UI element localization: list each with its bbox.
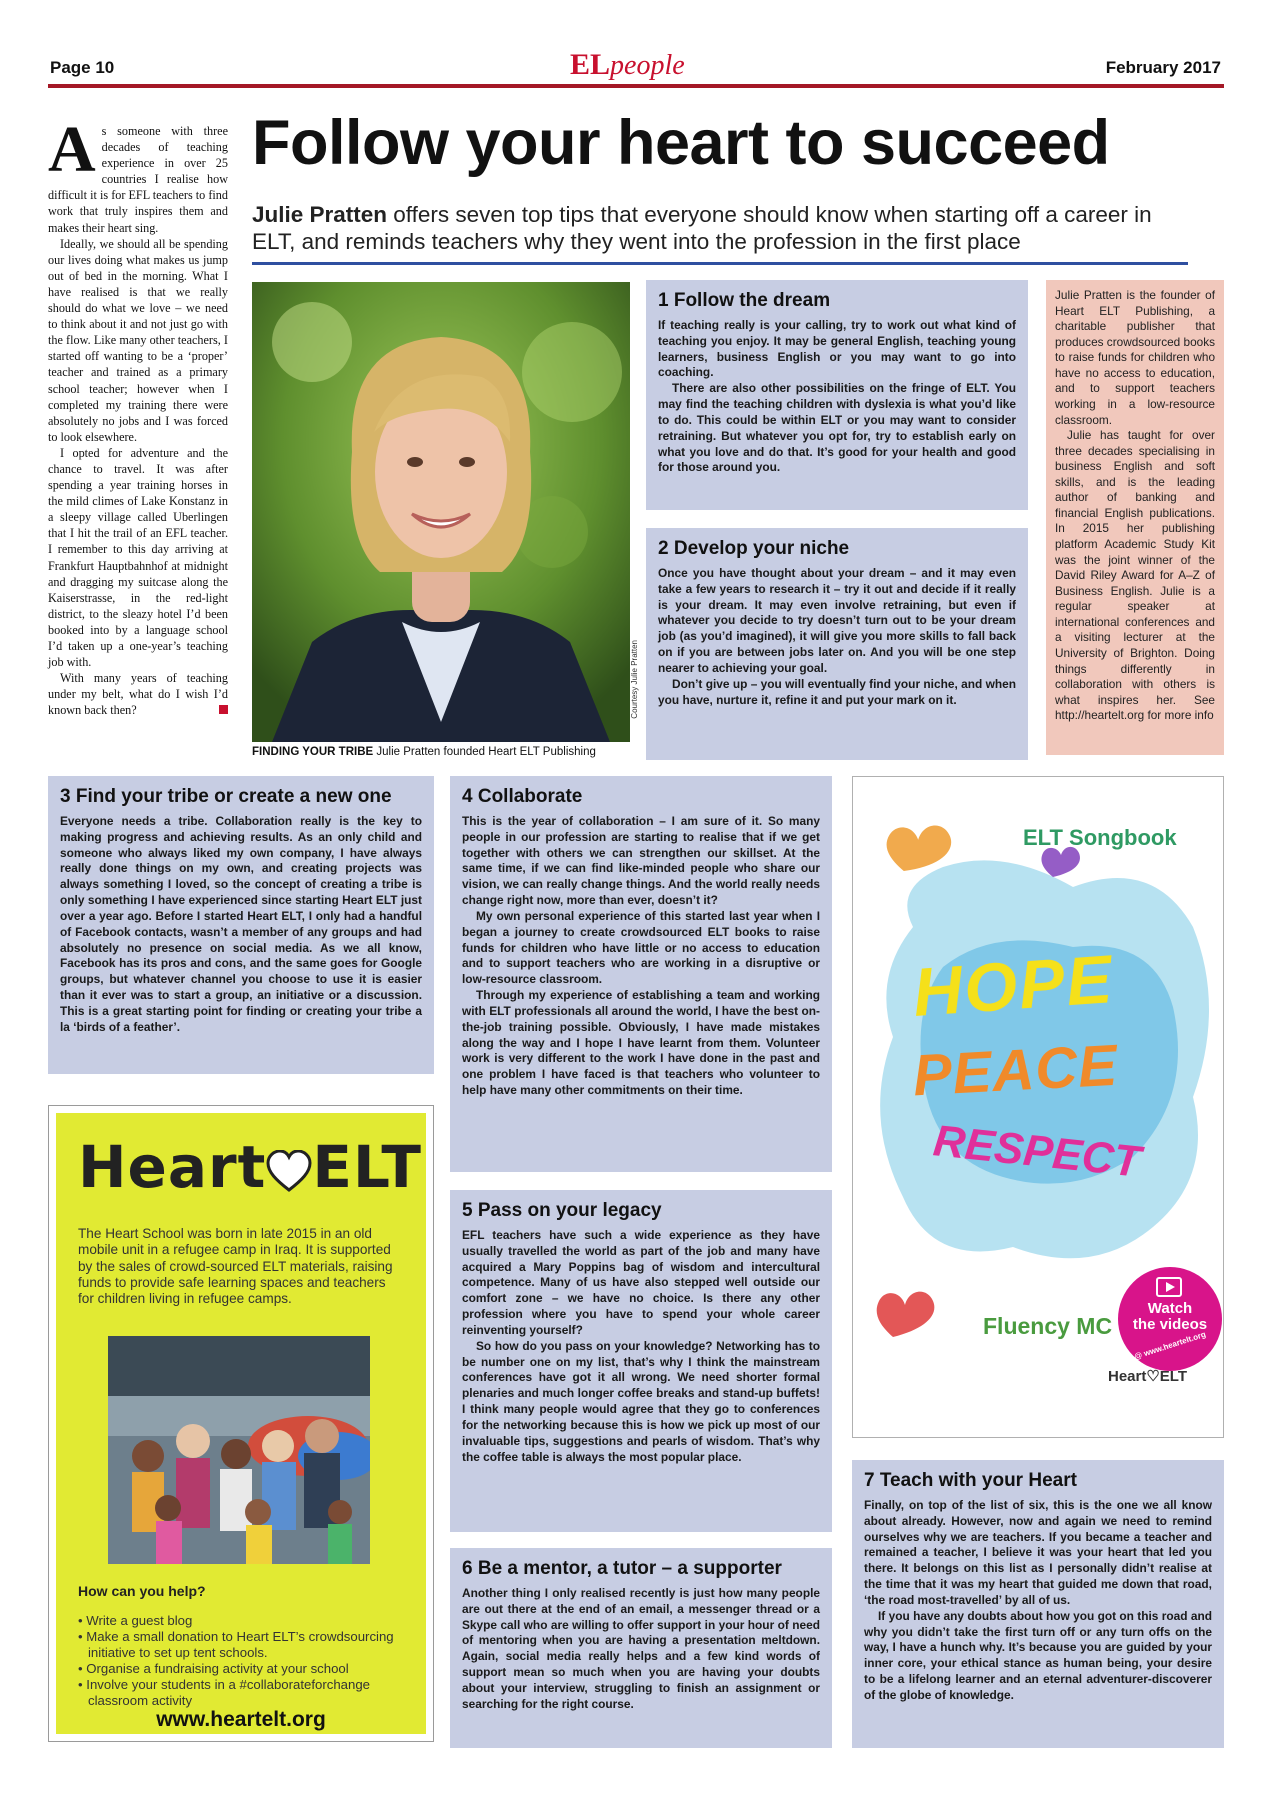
header-rule — [48, 84, 1224, 88]
tip-paragraph: If teaching really is your calling, try to work out what kind of teaching you enjoy. It may be general English, teaching young learners, business English or you may want to go into coaching. — [658, 318, 1016, 380]
watch-line-2: the videos — [1132, 1315, 1208, 1333]
heart-icon — [266, 1150, 312, 1192]
standfirst — [252, 201, 1192, 255]
word-respect: RESPECT — [931, 1116, 1143, 1187]
drop-cap: A — [48, 113, 96, 186]
intro-paragraph: Ideally, we should all be spending our lives doing what makes us jump out of bed in the morning. What I have realised is that we really should do what we love – we need to think about it and not just go with the flow. Like many other teachers, I started off wanting to be a ‘proper’ teacher and trained as a primary school teacher; however when I completed my training there were absolutely no jobs and I was forced to look elsewhere. — [48, 236, 228, 444]
advert-description: The Heart School was born in late 2015 in an old mobile unit in a refugee camp in Iraq. It is supported by the sales of crowd-sourced ELT materials, raising funds to provide safe learning spaces and teachers for children living in refugee camps. — [78, 1226, 393, 1307]
artist-name: Fluency MC — [983, 1313, 1113, 1339]
tip-paragraph: My own personal experience of this started last year when I began a journey to create crowdsourced ELT books to raise funds for children who have little or no access to education and to support teachers who are working in a disruptive or low-resource classroom. — [462, 908, 820, 987]
tip-box-2 — [646, 528, 1028, 760]
masthead-logo — [570, 48, 685, 82]
page-number: Page 10 — [50, 58, 115, 77]
tip-title: 5 Pass on your legacy — [462, 1200, 662, 1221]
word-peace: PEACE — [911, 1032, 1120, 1109]
tip-title: 4 Collaborate — [462, 786, 583, 807]
caption-text: Julie Pratten founded Heart ELT Publishing — [373, 746, 596, 758]
tip-box-6 — [450, 1548, 832, 1748]
tip-box-3 — [48, 776, 434, 1074]
tip-title: 7 Teach with your Heart — [864, 1470, 1077, 1491]
intro-paragraph — [48, 113, 228, 236]
tip-title: 2 Develop your niche — [658, 538, 850, 559]
tip-paragraph: Don’t give up – you will eventually find your niche, and when you have, nurture it, refine it and put your mark on it. — [658, 676, 1016, 707]
tip-title: 1 Follow the dream — [658, 290, 831, 311]
help-item: • Organise a fundraising activity at your school — [78, 1661, 398, 1677]
tip-paragraph: Finally, on top of the list of six, this is the one we all know about already. However, now and again we need to remind ourselves why we are teachers. If you became a teacher and remained a teacher, I believe it was your heart that led you there. It belongs on this list as I personally didn’t realise at the time that it was my heart that guided me down that road, ‘the road most-travelled’ by all of us. — [864, 1498, 1212, 1607]
heart-elt-logo — [78, 1133, 422, 1201]
headline: Follow your heart to succeed — [252, 108, 1110, 178]
tip-paragraph: If you have any doubts about how you got on this road and why you didn’t take the first turn off or any turn offs on the way, I have a hunch why. It’s because you are guided by your inner core, your ethical stance as human being, your desire to be a lifelong learner and an eternal adventurer-discoverer of the globe of knowledge. — [864, 1608, 1212, 1702]
end-mark-icon — [219, 705, 228, 714]
tip-paragraph: Through my experience of establishing a team and working with ELT professionals all around the world, I have the best on-the-job training possible. Obviously, I have made mistakes along the way and I hope I have learnt from them. Volunteer work is very different to the work I have done in the past and one problem I have faced is that teachers who volunteer to help have many other commitments on their time. — [462, 988, 820, 1098]
help-item: • Make a small donation to Heart ELT’s crowdsourcing initiative to set up tent schools. — [78, 1629, 398, 1661]
tip-paragraph: EFL teachers have such a wide experience as they have usually travelled the world as part of the job and many have acquired a Mary Poppins bag of wisdom and intercultural competence. Many of us have also stepped well outside our comfort zone – we have no choice. Is there any other profession where you have to spend your whole career reinventing yourself? — [462, 1228, 820, 1337]
watch-videos-badge[interactable] — [1118, 1267, 1222, 1371]
masthead-people: people — [610, 50, 685, 81]
logo-text-right: ELT — [312, 1133, 422, 1201]
songbook-title: ELT Songbook — [1023, 825, 1177, 850]
caption-label: FINDING YOUR TRIBE — [252, 746, 374, 758]
photo-caption — [252, 746, 596, 758]
tip-title: 3 Find your tribe or create a new one — [60, 786, 392, 807]
author-name: Julie Pratten — [252, 202, 388, 227]
tip-paragraph: This is the year of collaboration – I am sure of it. So many people in our profession are starting to realise that if we get together with others we can strengthen our skillset. At the same time, if we can find like-minded people who share our vision, we can really change things. And the world really needs change right now, more than ever, doesn’t it? — [462, 814, 820, 908]
author-photo — [252, 282, 630, 742]
tip-box-7 — [852, 1460, 1224, 1748]
intro-paragraph — [48, 670, 228, 718]
advert-url[interactable]: www.heartelt.org — [156, 1708, 326, 1731]
advert-panel — [56, 1113, 426, 1734]
songbook-advert — [852, 776, 1224, 1438]
bio-paragraph: Julie has taught for over three decades specialising in business English and soft skills, and is the leading author of banking and financial English publications. In 2015 her publishing platform Academic Study Kit was the joint winner of the David Riley Award for A–Z of Business English. Julie is a regular speaker at international conferences and a visiting lecturer at the University of Brighton. Doing things differently in collaboration with others is what inspires her. See http://heartelt.org for more info — [1055, 428, 1215, 723]
word-hope: HOPE — [910, 941, 1117, 1031]
tip-paragraph: There are also other possibilities on the fringe of ELT. You may find the teaching children with dyslexia is what you’d like to do. This could be within ELT or you may want to consider retraining. But whatever you opt for, try to establish early on what you love and do that. It’s good for your health and good for those around you. — [658, 381, 1016, 475]
play-icon — [1156, 1277, 1182, 1297]
heart-elt-advert — [48, 1105, 434, 1742]
intro-text: s someone with three decades of teaching experience in over 25 countries I realise how difficult it is for EFL teachers to find work that truly inspires them and makes their heart sing. — [48, 124, 228, 235]
watch-line-1: Watch — [1147, 1300, 1193, 1317]
intro-paragraph: I opted for adventure and the chance to travel. It was after spending a year training horses in the mild climes of Lake Konstanz in a sleepy village called Uberlingen that I hit the trail of an EFL teacher. I remember to this day arriving at Frankfurt Hauptbahnhof at midnight and dragging my suitcase along the Kaiserstrasse, in the red-light district, to the sleazy hotel I’d been booked into by a language school I’d taken up a one-year’s teaching job with. — [48, 445, 228, 670]
refugee-children-photo — [108, 1336, 370, 1564]
standfirst-text: offers seven top tips that everyone should know when starting off a career in ELT, and reminds teachers why they went into the profession in the first place — [252, 202, 1152, 254]
intro-text: With many years of teaching under my belt, what do I wish I’d known back then? — [48, 671, 228, 718]
tip-box-1 — [646, 280, 1028, 510]
help-item: • Write a guest blog — [78, 1613, 398, 1629]
tip-paragraph: Another thing I only realised recently is just how many people are out there at the end of an email, a messenger thread or a Skype call who are willing to offer support in your hour of need of mentoring when you are having a presentation meltdown. Again, social media really helps and a few kind words of support mean so much when you are having your doubts about your interview, struggling to finish an assignment or searching for the right course. — [462, 1586, 820, 1711]
author-bio — [1046, 280, 1224, 755]
intro-column — [48, 113, 228, 718]
tip-paragraph: Once you have thought about your dream – and it may even take a few years to research it – try it out and decide if it really is your dream. It may even involve retraining, but even if whatever you decide to try doesn’t turn out to be your dream job (as you’d imagined), it will give you more skills to fall back on if you are between jobs later on. And you will be one step nearer to achieving your goal. — [658, 566, 1016, 675]
help-list — [78, 1613, 398, 1710]
help-heading: How can you help? — [78, 1583, 206, 1599]
help-item: • Involve your students in a #collaborateforchange classroom activity — [78, 1677, 398, 1709]
issue-date: February 2017 — [1105, 58, 1221, 77]
tip-title: 6 Be a mentor, a tutor – a supporter — [462, 1558, 782, 1579]
photo-credit: Courtesy Julie Pratten — [630, 640, 639, 719]
tip-box-5 — [450, 1190, 832, 1532]
bio-paragraph: Julie Pratten is the founder of Heart ELT Publishing, a charitable publisher that produces crowdsourced books to raise funds for children who have no access to education, and to support teachers working in a low-resource classroom. — [1055, 288, 1216, 427]
tip-paragraph: So how do you pass on your knowledge? Networking has to be number one on my list, that’s why I think the mainstream conferences have got it all wrong. We need shorter formal plenaries and much longer coffee breaks and stand-up buffets! I think many people would agree that they go to conferences for the networking because this is how we pick up most of our invaluable tips, suggestions and pearls of wisdom. That’s why the coffee table is always the most popular place. — [462, 1338, 820, 1464]
headline-rule — [252, 262, 1188, 265]
songbook-heart-elt-logo: Heart♡ELT — [1108, 1368, 1188, 1385]
masthead-el: EL — [570, 48, 611, 81]
watch-url: @ www.heartelt.org — [1133, 1329, 1207, 1362]
tip-paragraph: Everyone needs a tribe. Collaboration really is the key to making progress and achieving results. As an only child and someone who always liked my own company, I have always really done things on my own, and creating projects was always something I loved, so the concept of creating a tribe is only something I have experienced since starting Heart ELT just over a year ago. Before I started Heart ELT, I only had a handful of Facebook contacts, wasn’t a member of any groups and had absolutely no presence on social media. As we all know, Facebook has its pros and cons, and the same goes for Google groups, but whatever channel you choose to use it is easier than it ever was to start a group, an initiative or a discussion. This is a great starting point for finding or creating your tribe a la ‘birds of a feather’. — [60, 814, 422, 1034]
logo-text-left: Heart — [78, 1133, 267, 1201]
tip-box-4 — [450, 776, 832, 1172]
